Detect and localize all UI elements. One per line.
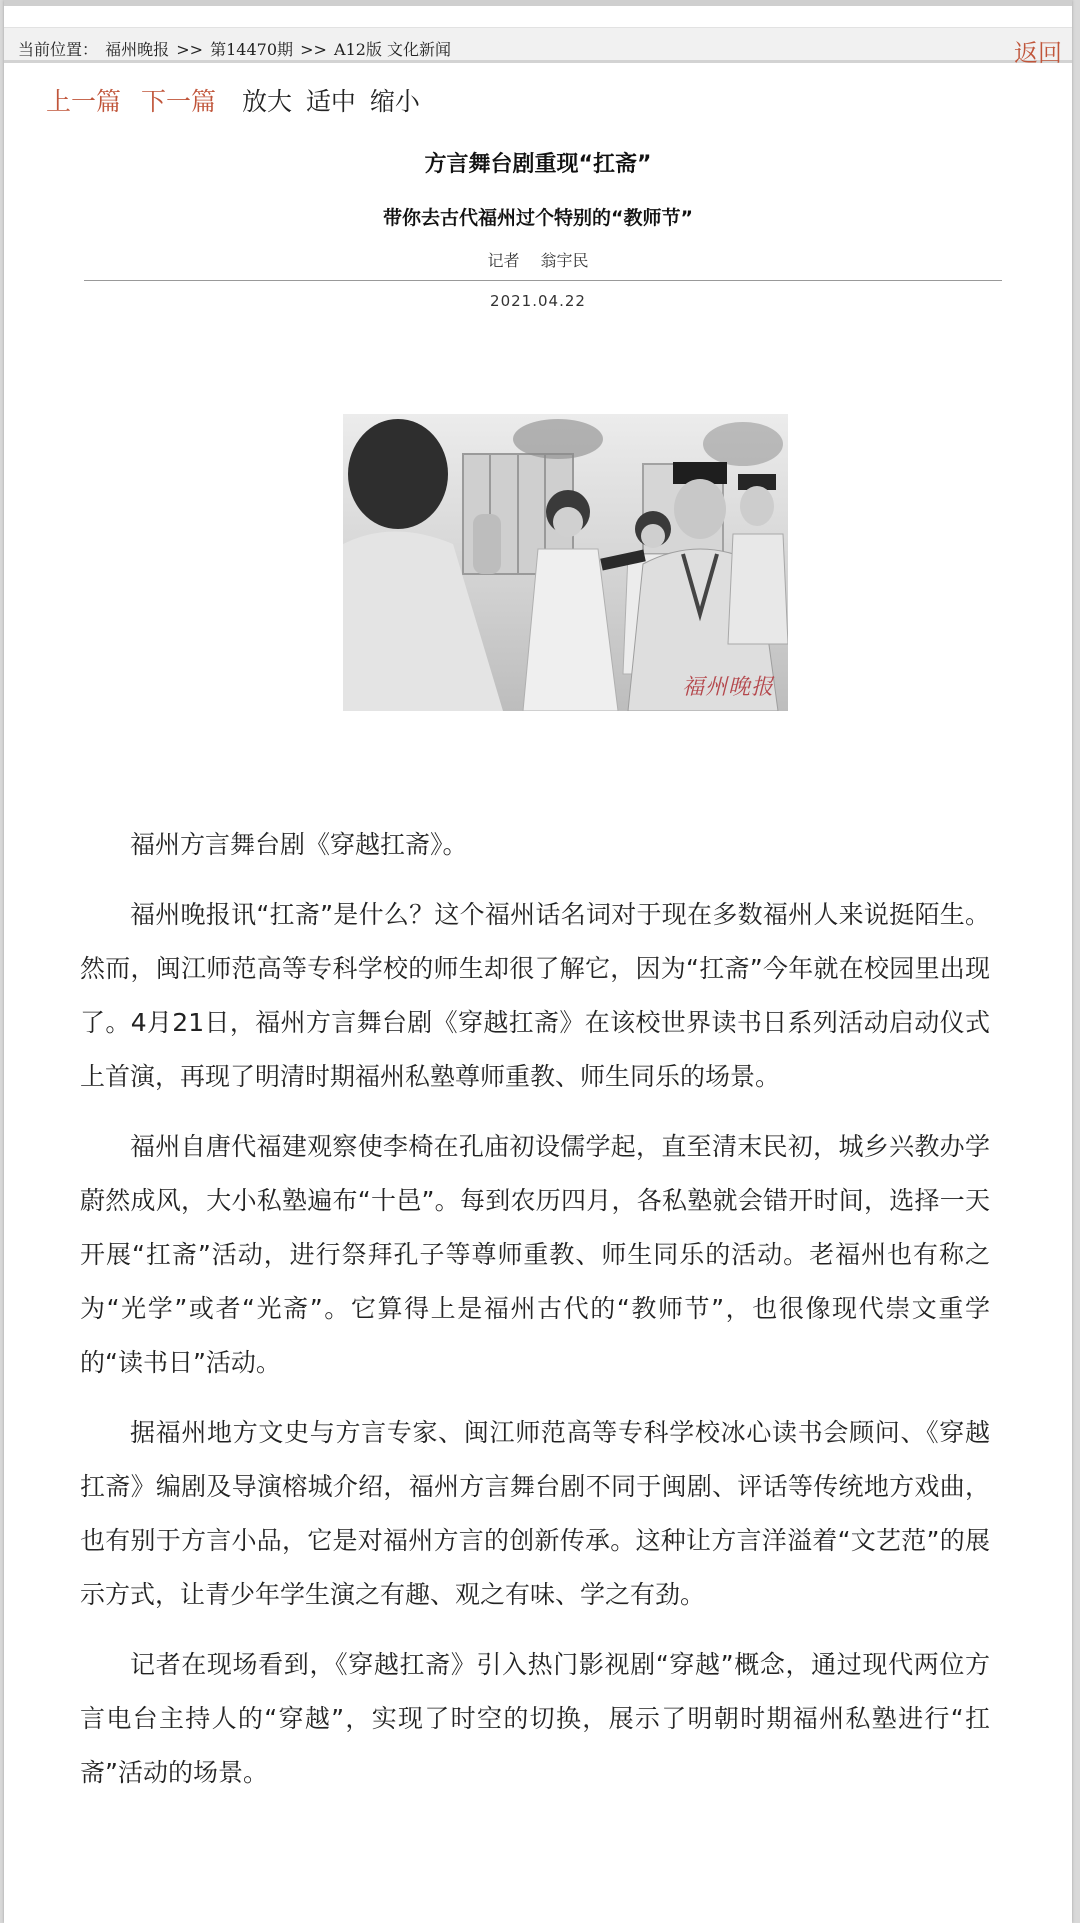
- publish-date: 2021.04.22: [490, 292, 586, 310]
- breadcrumb-paper-link[interactable]: 福州晚报: [105, 40, 170, 59]
- zoom-fit-link[interactable]: 适中: [305, 87, 356, 116]
- prev-article-link[interactable]: 上一篇: [46, 87, 122, 116]
- location-bar: [4, 27, 1072, 67]
- article-photo: [343, 414, 788, 711]
- top-strip: [4, 0, 1072, 6]
- breadcrumb-separator: >>: [176, 40, 209, 59]
- breadcrumb: [18, 37, 453, 60]
- breadcrumb-section-link[interactable]: A12版 文化新闻: [334, 40, 452, 59]
- zoom-out-link[interactable]: 缩小: [369, 87, 420, 116]
- byline: [4, 248, 1072, 271]
- byline-role: 记者: [487, 251, 520, 270]
- photo-watermark: 福州晚报: [681, 675, 774, 700]
- article-paragraph: 福州自唐代福建观察使李椅在孔庙初设儒学起，直至清末民初，城乡兴教办学蔚然成风，大小私塾遍布“十邑”。每到农历四月，各私塾就会错开时间，选择一天开展“扛斋”活动，进行祭拜孔子等尊师重教、师生同乐的活动。老福州也有称之为“光学”或者“光斋”。它算得上是福州古代的“教师节”，也很像现代崇文重学的“读书日”活动。: [80, 1132, 990, 1377]
- article-paragraph: 据福州地方文史与方言专家、闽江师范高等专科学校冰心读书会顾问、《穿越扛斋》编剧及导演榕城介绍，福州方言舞台剧不同于闽剧、评话等传统地方戏曲，也有别于方言小品，它是对福州方言的创新传承。这种让方言洋溢着“文艺范”的展示方式，让青少年学生演之有趣、观之有味、学之有劲。: [80, 1418, 990, 1609]
- article-title: 方言舞台剧重现“扛斋”: [424, 152, 652, 177]
- zoom-in-link[interactable]: 放大: [241, 87, 292, 116]
- article-toolbar: [46, 82, 420, 118]
- next-article-link[interactable]: 下一篇: [140, 87, 216, 116]
- breadcrumb-issue-link[interactable]: 第14470期: [210, 40, 294, 59]
- breadcrumb-prefix: 当前位置：: [18, 40, 99, 59]
- article-paragraph: 记者在现场看到，《穿越扛斋》引入热门影视剧“穿越”概念，通过现代两位方言电台主持人的“穿越”，实现了时空的切换，展示了明朝时期福州私塾进行“扛斋”活动的场景。: [80, 1650, 990, 1787]
- article-paragraph: 福州方言舞台剧《穿越扛斋》。: [130, 830, 468, 859]
- page: [4, 0, 1072, 1923]
- back-link[interactable]: 返回: [1014, 39, 1062, 67]
- title-divider: [84, 280, 1002, 281]
- photo-illustration: [343, 414, 788, 711]
- article-paragraph: 福州晚报讯“扛斋”是什么？这个福州话名词对于现在多数福州人来说挺陌生。然而，闽江师范高等专科学校的师生却很了解它，因为“扛斋”今年就在校园里出现了。4月21日，福州方言舞台剧《穿越扛斋》在该校世界读书日系列活动启动仪式上首演，再现了明清时期福州私塾尊师重教、师生同乐的场景。: [80, 900, 990, 1091]
- breadcrumb-separator: >>: [300, 40, 333, 59]
- byline-author: 翁宇民: [540, 251, 589, 270]
- article-body: [80, 818, 990, 1816]
- article-subtitle: 带你去古代福州过个特别的“教师节”: [383, 207, 693, 229]
